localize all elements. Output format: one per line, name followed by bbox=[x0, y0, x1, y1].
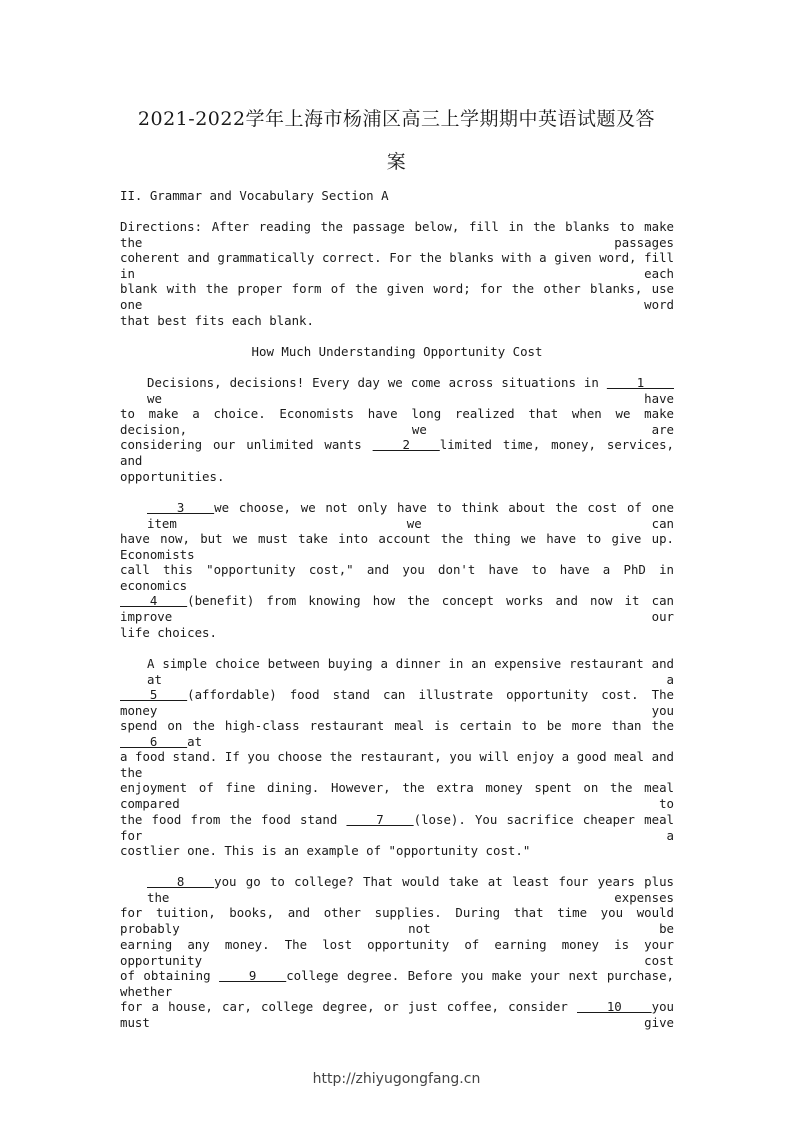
directions-line-2: coherent and grammatically correct. For the blanks with a given word, fill in each bbox=[120, 250, 674, 281]
directions-line-1: Directions: After reading the passage below, fill in the blanks to make the passages bbox=[120, 219, 674, 250]
line-text-after-blank: at bbox=[187, 734, 203, 749]
passage-line: opportunities. bbox=[120, 469, 225, 484]
passage-line bbox=[120, 999, 674, 1030]
line-text-before-blank: Decisions, decisions! Every day we come across situations in bbox=[147, 375, 607, 390]
passage-line: earning any money. The lost opportunity of earning money is your opportunity cost bbox=[120, 937, 674, 968]
line-text-after-blank: we choose, we not only have to think about the cost of one item we can bbox=[147, 500, 674, 531]
line-text-after-blank: (lose). You sacrifice cheaper meal for a bbox=[120, 812, 674, 843]
document-title-line-2: 案 bbox=[386, 151, 407, 173]
line-text-before-blank: spend on the high-class restaurant meal is certain to be more than the bbox=[120, 718, 674, 733]
passage-line: life choices. bbox=[120, 625, 217, 640]
passage-line bbox=[120, 687, 674, 718]
line-text-before-blank: considering our unlimited wants bbox=[120, 437, 373, 452]
line-text-before-blank: of obtaining bbox=[120, 968, 220, 983]
section-heading: II. Grammar and Vocabulary Section A bbox=[120, 188, 389, 203]
passage-line: to make a choice. Economists have long realized that when we make decision, we are bbox=[120, 406, 674, 437]
passage-line: have now, but we must take into account the thing we have to give up. Economists bbox=[120, 531, 674, 562]
passage-line bbox=[147, 500, 674, 531]
answer-blank: 1 bbox=[606, 375, 674, 390]
answer-blank: 4 bbox=[120, 593, 188, 608]
passage-line: A simple choice between buying a dinner in an expensive restaurant and at a bbox=[147, 656, 674, 687]
answer-blank: 2 bbox=[372, 437, 440, 452]
document-title-line-1: 2021-2022学年上海市杨浦区高三上学期期中英语试题及答 bbox=[137, 108, 656, 130]
passage-line bbox=[147, 874, 674, 905]
line-text-after-blank: (benefit) from knowing how the concept works and now it can improve our bbox=[120, 593, 674, 624]
answer-blank: 5 bbox=[120, 687, 188, 702]
line-text-after-blank: limited time, money, services, and bbox=[120, 437, 674, 468]
directions-line-3: blank with the proper form of the given word; for the other blanks, use one word bbox=[120, 281, 674, 312]
line-text-after-blank: you go to college? That would take at least four years plus the expenses bbox=[147, 874, 674, 905]
passage-line: enjoyment of fine dining. However, the extra money spent on the meal compared to bbox=[120, 780, 674, 811]
passage-line bbox=[120, 437, 674, 468]
answer-blank: 10 bbox=[577, 999, 652, 1014]
line-text-before-blank: the food from the food stand bbox=[120, 812, 347, 827]
passage-line: a food stand. If you choose the restaurant, you will enjoy a good meal and the bbox=[120, 749, 674, 780]
passage-line bbox=[147, 375, 674, 406]
line-text-after-blank: (affordable) food stand can illustrate opportunity cost. The money you bbox=[120, 687, 674, 718]
answer-blank: 7 bbox=[346, 812, 414, 827]
passage-line: for tuition, books, and other supplies. During that time you would probably not be bbox=[120, 905, 674, 936]
directions-line-4: that best fits each blank. bbox=[120, 313, 314, 328]
footer-url: http://zhiyugongfang.cn bbox=[312, 1071, 481, 1087]
line-text-before-blank: for a house, car, college degree, or just coffee, consider bbox=[120, 999, 577, 1014]
line-text-after-blank: you must give bbox=[120, 999, 674, 1030]
passage-title: How Much Understanding Opportunity Cost bbox=[251, 344, 543, 359]
passage-line bbox=[120, 593, 674, 624]
passage-line: costlier one. This is an example of "opportunity cost." bbox=[120, 843, 531, 858]
passage-line bbox=[120, 718, 674, 749]
answer-blank: 8 bbox=[147, 874, 215, 889]
answer-blank: 3 bbox=[147, 500, 215, 515]
line-text-after-blank: college degree. Before you make your next purchase, whether bbox=[120, 968, 674, 999]
answer-blank: 9 bbox=[219, 968, 287, 983]
passage-line: call this "opportunity cost," and you don't have to have a PhD in economics bbox=[120, 562, 674, 593]
answer-blank: 6 bbox=[120, 734, 188, 749]
passage-line bbox=[120, 812, 674, 843]
line-text-after-blank: we have bbox=[147, 391, 674, 406]
passage-line bbox=[120, 968, 674, 999]
